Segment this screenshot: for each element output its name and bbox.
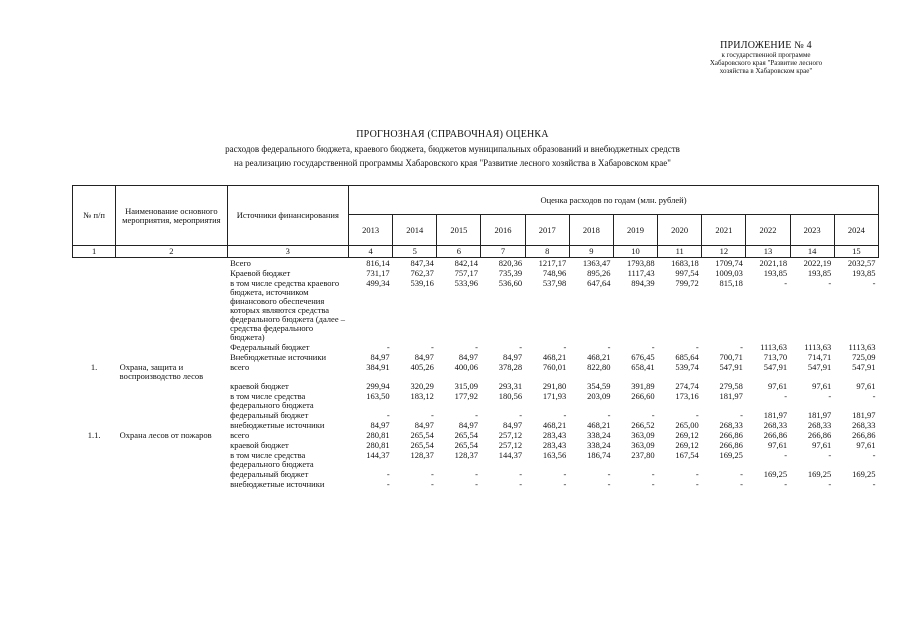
amount-cell: 266,86 — [852, 430, 876, 440]
amount-cell: - — [872, 278, 876, 288]
amount-cell: - — [563, 342, 567, 352]
amount-cell: 266,86 — [719, 440, 743, 450]
funding-source: краевой бюджет — [230, 381, 289, 391]
amount-cell: 265,54 — [454, 440, 478, 450]
activity-name — [116, 342, 227, 352]
row-number — [73, 352, 116, 362]
amount-cell: 338,24 — [587, 430, 611, 440]
table-row — [73, 391, 879, 410]
amount-cell: 266,52 — [631, 420, 655, 430]
amount-cell: 180,56 — [498, 391, 523, 401]
amount-cell: 268,33 — [852, 420, 876, 430]
amount-cell: 203,09 — [587, 391, 611, 401]
activity-name — [116, 278, 227, 342]
amount-cell: - — [872, 479, 876, 489]
column-index-cell: 1 — [73, 246, 116, 258]
amount-cell: - — [828, 391, 832, 401]
column-index-cell: 3 — [227, 246, 348, 258]
amount-cell: 822,80 — [587, 362, 611, 372]
table-row — [73, 410, 879, 420]
amount-cell: 177,92 — [454, 391, 478, 401]
activity-name — [116, 479, 227, 489]
amount-cell: 1793,88 — [626, 258, 655, 268]
amount-cell: 266,86 — [719, 430, 743, 440]
amount-cell: - — [695, 342, 699, 352]
amount-cell: - — [651, 479, 655, 489]
amount-cell: - — [386, 342, 390, 352]
amount-cell: 2022,19 — [803, 258, 832, 268]
funding-source: в том числе средства федерального бюджета — [230, 391, 314, 410]
amount-cell: 269,12 — [675, 430, 699, 440]
header-estimate: Оценка расходов по годам (млн. рублей) — [349, 186, 879, 215]
amount-cell: 97,61 — [767, 440, 788, 450]
amount-cell: - — [386, 469, 390, 479]
amount-cell: 291,80 — [542, 381, 567, 391]
amount-cell: - — [475, 342, 478, 352]
row-number — [73, 278, 116, 342]
amount-cell: 338,24 — [587, 440, 611, 450]
amount-cell: 274,74 — [675, 381, 699, 391]
year-header: 2015 — [437, 215, 481, 246]
funding-source: Внебюджетные источники — [230, 352, 327, 362]
column-index-cell: 2 — [116, 246, 227, 258]
amount-cell: 268,33 — [807, 420, 832, 430]
amount-cell: 144,37 — [366, 450, 390, 460]
amount-cell: 997,54 — [675, 268, 699, 278]
amount-cell: - — [784, 391, 788, 401]
amount-cell: 842,14 — [454, 258, 478, 268]
amount-cell: 266,86 — [763, 430, 788, 440]
amount-cell: - — [519, 342, 523, 352]
year-header: 2022 — [746, 215, 790, 246]
amount-cell: 1709,74 — [715, 258, 743, 268]
column-index-row — [73, 246, 879, 258]
amount-cell: 84,97 — [370, 352, 390, 362]
amount-cell: - — [651, 342, 655, 352]
table-row — [73, 258, 879, 269]
amount-cell: 97,61 — [812, 381, 832, 391]
amount-cell: - — [784, 450, 788, 460]
row-number — [73, 391, 116, 410]
row-number — [73, 469, 116, 479]
amount-cell: 762,37 — [410, 268, 434, 278]
amount-cell: - — [607, 410, 611, 420]
amount-cell: - — [828, 278, 832, 288]
amount-cell: - — [475, 479, 478, 489]
amount-cell: 97,61 — [856, 381, 876, 391]
amount-cell: 816,14 — [366, 258, 390, 268]
table-row — [73, 268, 879, 278]
amount-cell: 268,33 — [719, 420, 743, 430]
column-index-cell: 9 — [569, 246, 613, 258]
amount-cell: 279,58 — [719, 381, 743, 391]
column-index-cell: 11 — [658, 246, 702, 258]
amount-cell: 731,17 — [366, 268, 390, 278]
amount-cell: 84,97 — [414, 352, 434, 362]
column-index-cell: 15 — [834, 246, 878, 258]
funding-source: федеральный бюджет — [230, 469, 309, 479]
amount-cell: 283,43 — [542, 430, 567, 440]
amount-cell: 257,12 — [498, 430, 523, 440]
amount-cell: 97,61 — [856, 440, 876, 450]
year-header: 2018 — [569, 215, 613, 246]
appendix-line: хозяйства в Хабаровском крае" — [719, 67, 813, 75]
amount-cell: 539,74 — [675, 362, 699, 372]
funding-source: всего — [230, 362, 250, 372]
amount-cell: 847,34 — [410, 258, 434, 268]
amount-cell: 384,91 — [366, 362, 390, 372]
amount-cell: 1113,63 — [848, 342, 876, 352]
amount-cell: - — [475, 410, 478, 420]
amount-cell: 84,97 — [503, 420, 523, 430]
amount-cell: - — [563, 469, 567, 479]
funding-source: федеральный бюджет — [230, 410, 309, 420]
amount-cell: 84,97 — [458, 352, 478, 362]
table-row — [73, 469, 879, 479]
amount-cell: 725,09 — [852, 352, 876, 362]
activity-name — [116, 258, 227, 269]
amount-cell: 280,81 — [366, 430, 390, 440]
table-row — [73, 381, 879, 391]
funding-source: Всего — [230, 258, 251, 268]
appendix-block — [671, 40, 861, 75]
amount-cell: 2021,18 — [759, 258, 788, 268]
row-number — [73, 440, 116, 450]
amount-cell: 169,25 — [719, 450, 743, 460]
amount-cell: 547,91 — [852, 362, 876, 372]
amount-cell: - — [563, 410, 567, 420]
amount-cell: 468,21 — [542, 420, 567, 430]
amount-cell: 181,97 — [852, 410, 876, 420]
amount-cell: 547,91 — [763, 362, 788, 372]
amount-cell: - — [828, 479, 832, 489]
appendix-title: ПРИЛОЖЕНИЕ № 4 — [720, 40, 812, 51]
amount-cell: 193,85 — [807, 268, 832, 278]
amount-cell: 735,39 — [498, 268, 523, 278]
amount-cell: 320,29 — [410, 381, 434, 391]
column-index-cell: 10 — [613, 246, 657, 258]
amount-cell: 169,25 — [807, 469, 832, 479]
amount-cell: 405,26 — [410, 362, 434, 372]
activity-name: Охрана, защита и воспроизводство лесов — [119, 362, 204, 381]
amount-cell: 183,12 — [410, 391, 434, 401]
amount-cell: 799,72 — [675, 278, 699, 288]
amount-cell: 84,97 — [503, 352, 523, 362]
appendix-line: к государственной программе — [721, 51, 811, 59]
amount-cell: 167,54 — [675, 450, 699, 460]
amount-cell: - — [784, 479, 788, 489]
appendix-line: Хабаровского края "Развитие лесного — [709, 59, 823, 67]
amount-cell: - — [519, 410, 523, 420]
row-number — [73, 268, 116, 278]
amount-cell: 1683,18 — [671, 258, 699, 268]
amount-cell: - — [386, 410, 390, 420]
amount-cell: 815,18 — [719, 278, 743, 288]
column-index-cell: 8 — [525, 246, 569, 258]
funding-source: внебюджетные источники — [230, 479, 325, 489]
activity-name — [116, 450, 227, 469]
amount-cell: 193,85 — [852, 268, 876, 278]
amount-cell: 144,37 — [498, 450, 523, 460]
amount-cell: - — [386, 479, 390, 489]
row-number — [73, 420, 116, 430]
amount-cell: 537,98 — [542, 278, 567, 288]
table-row — [73, 362, 879, 381]
activity-name — [116, 410, 227, 420]
amount-cell: 894,39 — [631, 278, 655, 288]
amount-cell: 354,59 — [587, 381, 611, 391]
amount-cell: 539,16 — [410, 278, 434, 288]
year-header: 2020 — [658, 215, 702, 246]
row-number: 1. — [90, 362, 98, 372]
funding-source: Федеральный бюджет — [230, 342, 310, 352]
amount-cell: 536,60 — [498, 278, 523, 288]
amount-cell: 685,64 — [675, 352, 699, 362]
amount-cell: 265,54 — [454, 430, 478, 440]
funding-source: всего — [230, 430, 250, 440]
amount-cell: - — [607, 479, 611, 489]
amount-cell: 237,80 — [631, 450, 655, 460]
amount-cell: 714,71 — [807, 352, 832, 362]
amount-cell: - — [784, 278, 788, 288]
amount-cell: 293,31 — [498, 381, 523, 391]
table-row — [73, 352, 879, 362]
amount-cell: 257,12 — [498, 440, 523, 450]
amount-cell: 163,56 — [542, 450, 567, 460]
amount-cell: 1113,63 — [804, 342, 832, 352]
amount-cell: - — [740, 469, 743, 479]
amount-cell: - — [607, 469, 611, 479]
amount-cell: - — [828, 450, 832, 460]
amount-cell: 499,34 — [366, 278, 390, 288]
amount-cell: - — [695, 479, 699, 489]
row-number — [73, 450, 116, 469]
column-index-cell: 14 — [790, 246, 834, 258]
activity-name — [116, 420, 227, 430]
amount-cell: 84,97 — [370, 420, 390, 430]
table-row — [73, 420, 879, 430]
column-index-cell: 12 — [702, 246, 746, 258]
amount-cell: 757,17 — [454, 268, 478, 278]
amount-cell: 391,89 — [631, 381, 655, 391]
header-name: Наименование основного мероприятия, мероприятия — [116, 186, 227, 246]
amount-cell: - — [519, 479, 523, 489]
amount-cell: 181,97 — [719, 391, 743, 401]
activity-name — [116, 381, 227, 391]
amount-cell: 181,97 — [763, 410, 788, 420]
amount-cell: 378,28 — [498, 362, 523, 372]
amount-cell: 163,50 — [366, 391, 390, 401]
table-body — [73, 258, 879, 490]
amount-cell: 676,45 — [631, 352, 655, 362]
amount-cell: 700,71 — [719, 352, 743, 362]
amount-cell: - — [695, 469, 699, 479]
amount-cell: 280,81 — [366, 440, 390, 450]
table-row — [73, 278, 879, 342]
activity-name — [116, 440, 227, 450]
amount-cell: 266,86 — [807, 430, 832, 440]
amount-cell: - — [607, 342, 611, 352]
activity-name — [116, 352, 227, 362]
amount-cell: - — [430, 342, 434, 352]
column-index-cell: 5 — [393, 246, 437, 258]
amount-cell: - — [430, 479, 434, 489]
activity-name — [116, 268, 227, 278]
amount-cell: 760,01 — [542, 362, 567, 372]
column-index-cell: 13 — [746, 246, 790, 258]
year-header: 2023 — [790, 215, 834, 246]
amount-cell: 266,60 — [631, 391, 655, 401]
amount-cell: - — [740, 410, 743, 420]
activity-name — [116, 469, 227, 479]
table-row — [73, 342, 879, 352]
amount-cell: 895,26 — [587, 268, 611, 278]
row-number — [73, 479, 116, 489]
year-header: 2016 — [481, 215, 525, 246]
amount-cell: 1113,63 — [760, 342, 788, 352]
amount-cell: - — [651, 410, 655, 420]
amount-cell: 533,96 — [454, 278, 478, 288]
amount-cell: 186,74 — [587, 450, 611, 460]
amount-cell: 181,97 — [807, 410, 832, 420]
table-row — [73, 479, 879, 489]
year-header: 2021 — [702, 215, 746, 246]
document-subtitle-line: расходов федерального бюджета, краевого бюджета, бюджетов муниципальных образований и внебюджетных средств — [225, 144, 680, 154]
amount-cell: - — [695, 410, 699, 420]
row-number — [73, 410, 116, 420]
amount-cell: 1217,17 — [538, 258, 567, 268]
document-subtitle-line: на реализацию государственной программы Хабаровского края "Развитие лесного хозяйства в Хабаровском крае" — [234, 158, 671, 168]
amount-cell: 658,41 — [631, 362, 655, 372]
amount-cell: - — [872, 391, 876, 401]
row-number: 1.1. — [87, 430, 101, 440]
amount-cell: 169,25 — [852, 469, 876, 479]
amount-cell: 468,21 — [542, 352, 567, 362]
amount-cell: 193,85 — [763, 268, 788, 278]
expenses-table — [72, 185, 879, 489]
amount-cell: - — [563, 479, 567, 489]
amount-cell: 265,00 — [675, 420, 699, 430]
row-number — [73, 381, 116, 391]
amount-cell: 128,37 — [454, 450, 478, 460]
funding-source: внебюджетные источники — [230, 420, 325, 430]
table-row — [73, 450, 879, 469]
amount-cell: - — [740, 342, 743, 352]
column-index-cell: 6 — [437, 246, 481, 258]
header-source: Источники финансирования — [227, 186, 348, 246]
amount-cell: - — [651, 469, 655, 479]
funding-source: в том числе средства краевого бюджета, источником финансового обеспечения которых являются средства федерального бюджета (далее – средства федерального бюджета) — [230, 278, 345, 342]
amount-cell: 265,54 — [410, 430, 434, 440]
year-header: 2013 — [349, 215, 393, 246]
amount-cell: - — [872, 450, 876, 460]
row-number — [73, 258, 116, 269]
amount-cell: 283,43 — [542, 440, 567, 450]
amount-cell: 2032,57 — [847, 258, 876, 268]
document-heading — [0, 129, 905, 168]
document-title: ПРОГНОЗНАЯ (СПРАВОЧНАЯ) ОЦЕНКА — [356, 129, 549, 140]
amount-cell: 97,61 — [812, 440, 832, 450]
amount-cell: 400,06 — [454, 362, 478, 372]
amount-cell: - — [519, 469, 523, 479]
amount-cell: 128,37 — [410, 450, 434, 460]
amount-cell: 84,97 — [414, 420, 434, 430]
amount-cell: - — [430, 410, 434, 420]
amount-cell: 647,64 — [587, 278, 611, 288]
amount-cell: 171,93 — [542, 391, 567, 401]
amount-cell: - — [475, 469, 478, 479]
table-row — [73, 430, 879, 440]
amount-cell: 468,21 — [587, 352, 611, 362]
amount-cell: 1117,43 — [627, 268, 655, 278]
amount-cell: 97,61 — [767, 381, 788, 391]
column-index-cell: 4 — [349, 246, 393, 258]
amount-cell: 1363,47 — [582, 258, 611, 268]
amount-cell: 169,25 — [763, 469, 788, 479]
amount-cell: 468,21 — [587, 420, 611, 430]
activity-name: Охрана лесов от пожаров — [119, 430, 212, 440]
amount-cell: 299,94 — [366, 381, 390, 391]
funding-source: Краевой бюджет — [230, 268, 291, 278]
amount-cell: 820,36 — [498, 258, 523, 268]
amount-cell: 713,70 — [763, 352, 788, 362]
amount-cell: 363,09 — [631, 440, 655, 450]
amount-cell: 547,91 — [807, 362, 832, 372]
table-row — [73, 440, 879, 450]
amount-cell: 547,91 — [719, 362, 743, 372]
amount-cell: 269,12 — [675, 440, 699, 450]
header-no: № п/п — [73, 186, 116, 246]
amount-cell: 265,54 — [410, 440, 434, 450]
year-header: 2024 — [834, 215, 878, 246]
year-header: 2017 — [525, 215, 569, 246]
row-number — [73, 342, 116, 352]
amount-cell: 268,33 — [763, 420, 788, 430]
amount-cell: 748,96 — [542, 268, 567, 278]
funding-source: краевой бюджет — [230, 440, 289, 450]
column-index-cell: 7 — [481, 246, 525, 258]
amount-cell: - — [430, 469, 434, 479]
amount-cell: 315,09 — [454, 381, 478, 391]
amount-cell: 173,16 — [675, 391, 699, 401]
amount-cell: 1009,03 — [715, 268, 743, 278]
year-header: 2014 — [393, 215, 437, 246]
amount-cell: - — [740, 479, 743, 489]
year-header: 2019 — [613, 215, 657, 246]
amount-cell: 84,97 — [458, 420, 478, 430]
funding-source: в том числе средства федерального бюджета — [230, 450, 314, 469]
amount-cell: 363,09 — [631, 430, 655, 440]
activity-name — [116, 391, 227, 410]
